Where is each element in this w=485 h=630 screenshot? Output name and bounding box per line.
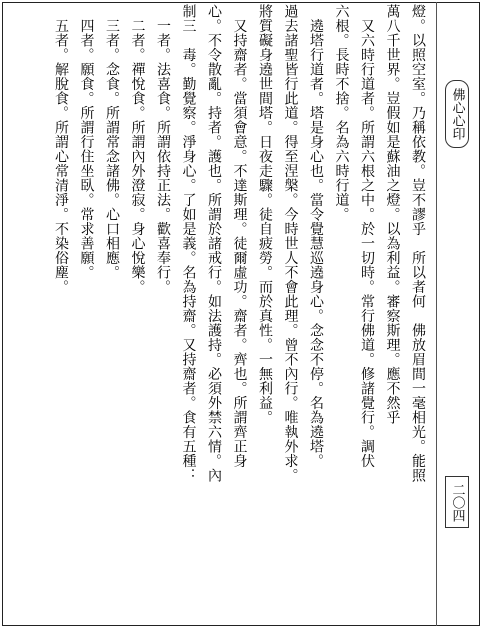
text-column: 三者。念食。所謂常念諸佛。心口相應。 [104, 4, 120, 280]
text-column: 燈。以照空室。乃稱依教。豈不謬乎 所以者何 佛放眉間一毫相光。能照 [410, 4, 426, 483]
text-column: 將質礙身遶世間塔。日夜走驟。徒自疲勞。而於真性。一無利益。 [257, 4, 273, 425]
text-column: 五者。解脫食。所謂心常清淨。不染俗塵。 [53, 4, 69, 294]
text-column: 萬八千世界。豈假如是蘇油之燈。以為利益。審察斯理。應不然乎 [384, 4, 401, 425]
text-column: 制三 毒。勤覺察。淨身心。了如是義。名為持齋。又持齋者。食有五種： [180, 4, 197, 483]
body-text [6, 4, 430, 616]
running-title: 佛心心印 [445, 80, 469, 148]
text-column: 過去諸聖皆行此道。得至涅槃。今時世人不會此理。曾不內行。唯執外求。 [282, 4, 299, 483]
text-column: 又六時行道者。所謂六根之中。於一切時。常行佛道。修諸覺行。調伏 [359, 4, 375, 468]
text-column: 一者。法喜食。所謂依持正法。歡喜奉行。 [155, 4, 171, 294]
text-column: 心。不令散亂。持者。護也。所謂於諸戒行。如法護持。必須外禁六情。內 [206, 4, 222, 483]
text-column: 又持齋者。當須會意。不達斯理。徒爾虛功。齋者。齊也。所謂齊正身 [231, 4, 248, 468]
text-column: 遶塔行道者。塔是身心也。當令覺慧巡遶身心。念念不停。名為遶塔。 [308, 4, 324, 468]
page-number: 二〇四 [445, 476, 469, 528]
text-column: 六根。長時不捨。名為六時行道。 [333, 4, 350, 222]
text-column: 二者。禪悅食。所謂內外澄寂。身心悅樂。 [129, 4, 146, 294]
text-column: 四者。願食。所謂行住坐臥。常求善願。 [78, 4, 95, 280]
margin-rule [436, 2, 437, 626]
